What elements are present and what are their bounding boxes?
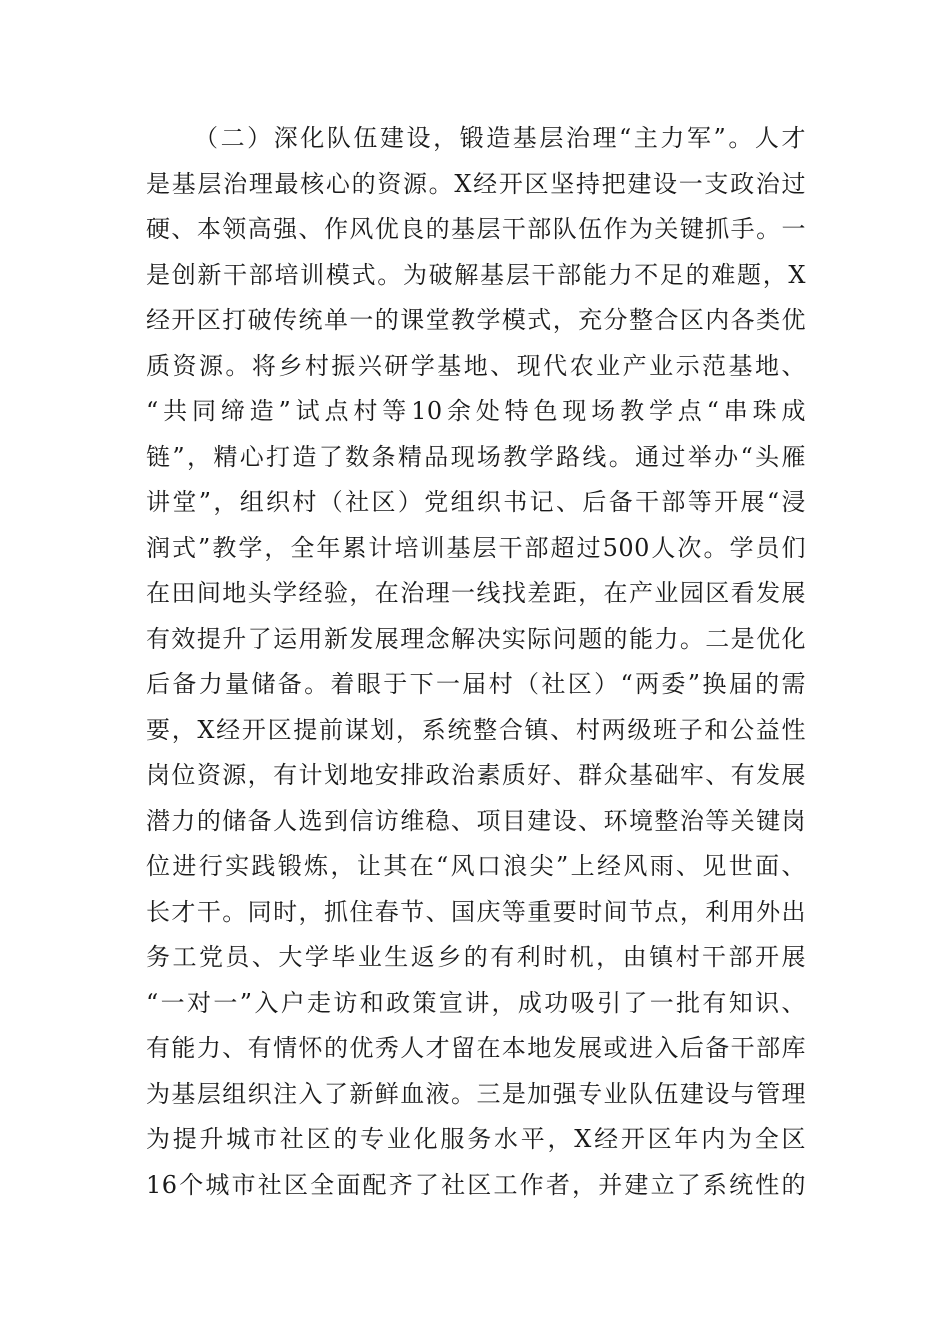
paragraph-line: 长才干。同时，抓住春节、国庆等重要时间节点，利用外出	[146, 897, 806, 926]
paragraph-line: （二）深化队伍建设，锻造基层治理“主力军”。人才	[194, 124, 806, 152]
paragraph-line: 经开区打破传统单一的课堂教学模式，充分整合区内各类优	[146, 306, 806, 334]
paragraph-line: 有能力、有情怀的优秀人才留在本地发展或进入后备干部库	[146, 1034, 806, 1062]
paragraph-line: 位进行实践锻炼，让其在“风口浪尖”上经风雨、见世面、	[146, 852, 806, 880]
paragraph-line: 是基层治理最核心的资源。X经开区坚持把建设一支政治过	[146, 169, 806, 198]
paragraph-line: 有效提升了运用新发展理念解决实际问题的能力。二是优化	[146, 624, 806, 653]
paragraph-line: 16个城市社区全面配齐了社区工作者，并建立了系统性的	[146, 1170, 806, 1199]
paragraph-line: 在田间地头学经验，在治理一线找差距，在产业园区看发展	[146, 579, 806, 607]
paragraph-line: 为基层组织注入了新鲜血液。三是加强专业队伍建设与管理	[146, 1079, 806, 1108]
paragraph-line: 要，X经开区提前谋划，系统整合镇、村两级班子和公益性	[146, 715, 806, 744]
paragraph-line: “共同缔造”试点村等10余处特色现场教学点“串珠成	[146, 397, 806, 425]
body-paragraph	[146, 116, 806, 1208]
paragraph-line: 润式”教学，全年累计培训基层干部超过500人次。学员们	[146, 533, 806, 562]
paragraph-line: 务工党员、大学毕业生返乡的有利时机，由镇村干部开展	[146, 943, 806, 971]
paragraph-line: 潜力的储备人选到信访维稳、项目建设、环境整治等关键岗	[146, 806, 806, 835]
paragraph-line: 质资源。将乡村振兴研学基地、现代农业产业示范基地、	[146, 351, 806, 380]
paragraph-line: 是创新干部培训模式。为破解基层干部能力不足的难题，X	[146, 260, 806, 289]
paragraph-line: 链”，精心打造了数条精品现场教学路线。通过举办“头雁	[146, 442, 806, 471]
paragraph-line: “一对一”入户走访和政策宣讲，成功吸引了一批有知识、	[146, 988, 806, 1017]
paragraph-line: 岗位资源，有计划地安排政治素质好、群众基础牢、有发展	[146, 761, 806, 789]
paragraph-line: 讲堂”，组织村（社区）党组织书记、后备干部等开展“浸	[146, 488, 806, 516]
paragraph-line: 后备力量储备。着眼于下一届村（社区）“两委”换届的需	[146, 670, 806, 698]
paragraph-line: 硬、本领高强、作风优良的基层干部队伍作为关键抓手。一	[146, 215, 806, 243]
paragraph-line: 为提升城市社区的专业化服务水平，X经开区年内为全区	[146, 1125, 806, 1153]
